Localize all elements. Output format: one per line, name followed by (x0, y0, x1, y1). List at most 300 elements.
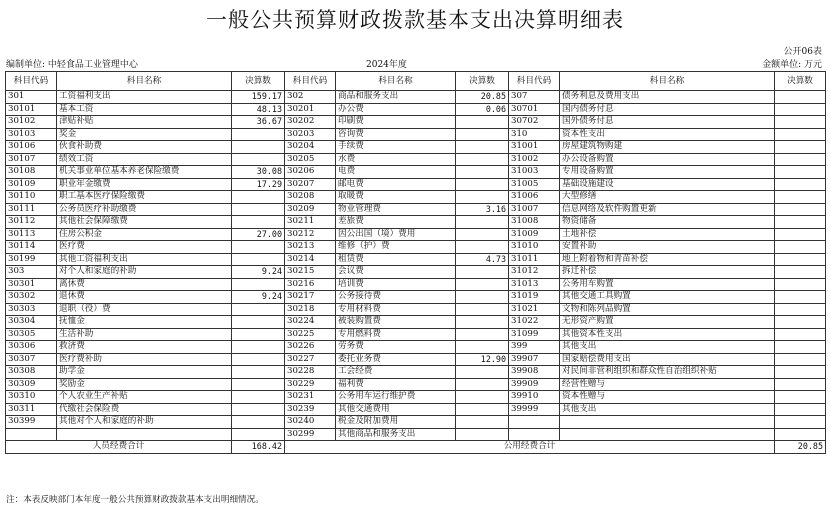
amount-cell (775, 303, 826, 316)
name-cell: 基础设施建设 (560, 178, 775, 191)
code-cell: 30211 (285, 216, 336, 229)
amount-cell: 12.90 (456, 353, 509, 366)
name-cell: 取暖费 (336, 191, 456, 204)
code-cell: 30306 (6, 341, 57, 354)
name-cell: 维修（护）费 (336, 241, 456, 254)
amount-cell: 30.08 (232, 166, 285, 179)
amount-cell (775, 391, 826, 404)
code-cell: 30101 (6, 103, 57, 116)
code-cell: 30225 (285, 328, 336, 341)
name-cell: 其他资本性支出 (560, 328, 775, 341)
header-cell: 科目代码 (509, 72, 560, 91)
code-cell: 30109 (6, 178, 57, 191)
code-cell: 30701 (509, 103, 560, 116)
code-cell: 30702 (509, 116, 560, 129)
header-cell: 科目名称 (560, 72, 775, 91)
name-cell: 其他对个人和家庭的补助 (57, 416, 232, 429)
header-cell: 科目名称 (336, 72, 456, 91)
name-cell: 公务员医疗补助缴费 (57, 203, 232, 216)
amount-cell (456, 116, 509, 129)
amount-cell: 48.13 (232, 103, 285, 116)
amount-cell (232, 191, 285, 204)
amount-cell (456, 266, 509, 279)
amount-cell (232, 278, 285, 291)
header-cell: 科目名称 (57, 72, 232, 91)
table-row (6, 203, 826, 216)
name-cell: 个人农业生产补贴 (57, 391, 232, 404)
code-cell: 399 (509, 341, 560, 354)
code-cell: 30114 (6, 241, 57, 254)
code-cell: 30110 (6, 191, 57, 204)
name-cell: 文物和陈列品购置 (560, 303, 775, 316)
name-cell: 印刷费 (336, 116, 456, 129)
code-cell: 30303 (6, 303, 57, 316)
amount-cell: 4.73 (456, 253, 509, 266)
amount-cell (232, 316, 285, 329)
code-cell: 30214 (285, 253, 336, 266)
name-cell: 培训费 (336, 278, 456, 291)
name-cell: 大型修缮 (560, 191, 775, 204)
code-cell: 39909 (509, 378, 560, 391)
name-cell: 专用燃料费 (336, 328, 456, 341)
table-row (6, 166, 826, 179)
code-cell: 39908 (509, 366, 560, 379)
name-cell: 奖励金 (57, 378, 232, 391)
code-cell: 30311 (6, 403, 57, 416)
name-cell: 基本工资 (57, 103, 232, 116)
code-cell: 30207 (285, 178, 336, 191)
name-cell: 办公设备购置 (560, 153, 775, 166)
table-row (6, 153, 826, 166)
report-meta (6, 57, 822, 69)
amount-cell (232, 216, 285, 229)
amount-cell (232, 366, 285, 379)
code-cell: 30231 (285, 391, 336, 404)
name-cell: 办公费 (336, 103, 456, 116)
name-cell: 医疗费补助 (57, 353, 232, 366)
amount-cell (232, 428, 285, 441)
amount-cell: 9.24 (232, 266, 285, 279)
code-cell: 30204 (285, 141, 336, 154)
amount-cell (775, 403, 826, 416)
code-cell: 30229 (285, 378, 336, 391)
amount-cell: 27.00 (232, 228, 285, 241)
table-row (6, 116, 826, 129)
code-cell (6, 428, 57, 441)
amount-cell (775, 378, 826, 391)
code-cell: 30217 (285, 291, 336, 304)
table-row (6, 416, 826, 429)
amount-cell (232, 253, 285, 266)
amount-cell (232, 128, 285, 141)
table-row (6, 378, 826, 391)
code-cell: 30213 (285, 241, 336, 254)
amount-cell (775, 203, 826, 216)
table-row (6, 391, 826, 404)
compiling-unit: 编制单位: 中轻食品工业管理中心 (6, 60, 138, 70)
code-cell: 30209 (285, 203, 336, 216)
code-cell: 301 (6, 91, 57, 104)
name-cell: 奖金 (57, 128, 232, 141)
name-cell: 国内债务付息 (560, 103, 775, 116)
code-cell: 30228 (285, 366, 336, 379)
amount-cell (456, 303, 509, 316)
amount-cell (775, 353, 826, 366)
amount-cell (232, 391, 285, 404)
name-cell: 无形资产购置 (560, 316, 775, 329)
table-row (6, 103, 826, 116)
code-cell: 31002 (509, 153, 560, 166)
name-cell: 工资福利支出 (57, 91, 232, 104)
code-cell: 30240 (285, 416, 336, 429)
amount-cell (775, 241, 826, 254)
amount-cell (456, 378, 509, 391)
name-cell: 其他支出 (560, 341, 775, 354)
header-cell: 科目代码 (6, 72, 57, 91)
table-row (6, 141, 826, 154)
amount-cell (456, 316, 509, 329)
name-cell: 其他交通费用 (336, 403, 456, 416)
amount-cell (456, 416, 509, 429)
table-row (6, 91, 826, 104)
amount-cell (456, 216, 509, 229)
code-cell (509, 428, 560, 441)
code-cell: 30206 (285, 166, 336, 179)
code-cell: 30212 (285, 228, 336, 241)
amount-cell (775, 191, 826, 204)
name-cell: 公务用车运行维护费 (336, 391, 456, 404)
table-header-row (6, 72, 826, 91)
amount-cell (456, 178, 509, 191)
code-cell: 31007 (509, 203, 560, 216)
amount-cell (232, 303, 285, 316)
name-cell: 其他社会保障缴费 (57, 216, 232, 229)
name-cell: 津贴补贴 (57, 116, 232, 129)
amount-cell (775, 153, 826, 166)
code-cell: 39999 (509, 403, 560, 416)
amount-cell (456, 328, 509, 341)
table-row (6, 353, 826, 366)
amount-cell (775, 341, 826, 354)
name-cell: 其他交通工具购置 (560, 291, 775, 304)
name-cell (560, 416, 775, 429)
code-cell: 31019 (509, 291, 560, 304)
code-cell: 303 (6, 266, 57, 279)
table-row (6, 278, 826, 291)
code-cell: 30310 (6, 391, 57, 404)
code-cell: 30304 (6, 316, 57, 329)
code-cell: 30301 (6, 278, 57, 291)
name-cell: 土地补偿 (560, 228, 775, 241)
table-row (6, 128, 826, 141)
amount-cell (232, 241, 285, 254)
amount-cell (775, 253, 826, 266)
amount-cell (775, 366, 826, 379)
code-cell: 31008 (509, 216, 560, 229)
code-cell: 30199 (6, 253, 57, 266)
name-cell: 商品和服务支出 (336, 91, 456, 104)
code-cell: 302 (285, 91, 336, 104)
code-cell: 30103 (6, 128, 57, 141)
name-cell: 福利费 (336, 378, 456, 391)
name-cell: 其他商品和服务支出 (336, 428, 456, 441)
code-cell: 31099 (509, 328, 560, 341)
amount-cell (456, 141, 509, 154)
table-row (6, 366, 826, 379)
amount-cell (775, 328, 826, 341)
name-cell: 代缴社会保险费 (57, 403, 232, 416)
name-cell: 邮电费 (336, 178, 456, 191)
report-year: 2024年度 (366, 60, 407, 70)
name-cell: 安置补助 (560, 241, 775, 254)
amount-cell (456, 366, 509, 379)
name-cell: 伙食补助费 (57, 141, 232, 154)
name-cell: 工会经费 (336, 366, 456, 379)
amount-cell: 36.67 (232, 116, 285, 129)
table-row (6, 241, 826, 254)
code-cell: 30309 (6, 378, 57, 391)
code-cell: 30227 (285, 353, 336, 366)
table-row (6, 316, 826, 329)
amount-cell (232, 341, 285, 354)
name-cell (57, 428, 232, 441)
amount-cell (456, 241, 509, 254)
header-cell: 决算数 (456, 72, 509, 91)
name-cell: 资本性赠与 (560, 391, 775, 404)
name-cell: 因公出国（境）费用 (336, 228, 456, 241)
name-cell: 劳务费 (336, 341, 456, 354)
name-cell: 税金及附加费用 (336, 416, 456, 429)
public-total-label: 公用经费合计 (285, 441, 775, 454)
name-cell: 水费 (336, 153, 456, 166)
table-row (6, 253, 826, 266)
amount-unit: 金额单位: 万元 (762, 60, 822, 70)
amount-cell (456, 128, 509, 141)
table-row (6, 228, 826, 241)
amount-cell (232, 153, 285, 166)
name-cell: 其他支出 (560, 403, 775, 416)
amount-cell (456, 166, 509, 179)
name-cell: 离休费 (57, 278, 232, 291)
table-row (6, 216, 826, 229)
code-cell: 31001 (509, 141, 560, 154)
amount-cell (775, 166, 826, 179)
amount-cell (775, 178, 826, 191)
name-cell: 专用材料费 (336, 303, 456, 316)
amount-cell (232, 141, 285, 154)
code-cell: 30112 (6, 216, 57, 229)
amount-cell (456, 391, 509, 404)
table-row (6, 303, 826, 316)
code-cell: 30216 (285, 278, 336, 291)
name-cell: 退休费 (57, 291, 232, 304)
name-cell: 国家赔偿费用支出 (560, 353, 775, 366)
table-row (6, 341, 826, 354)
amount-cell (456, 153, 509, 166)
code-cell: 30108 (6, 166, 57, 179)
name-cell: 绩效工资 (57, 153, 232, 166)
code-cell: 31013 (509, 278, 560, 291)
name-cell: 地上附着物和青苗补偿 (560, 253, 775, 266)
personnel-total-label: 人员经费合计 (6, 441, 232, 454)
table-row (6, 191, 826, 204)
expenditure-table (5, 71, 826, 454)
amount-cell (775, 116, 826, 129)
amount-cell: 0.06 (456, 103, 509, 116)
table-row (6, 178, 826, 191)
name-cell: 资本性支出 (560, 128, 775, 141)
amount-cell (775, 228, 826, 241)
amount-cell (232, 353, 285, 366)
name-cell: 电费 (336, 166, 456, 179)
code-cell: 31012 (509, 266, 560, 279)
form-code: 公开06表 (783, 47, 822, 57)
code-cell: 31009 (509, 228, 560, 241)
table-row (6, 266, 826, 279)
name-cell: 对民间非营利组织和群众性自治组织补贴 (560, 366, 775, 379)
amount-cell (456, 228, 509, 241)
code-cell: 30224 (285, 316, 336, 329)
totals-row (6, 441, 826, 454)
amount-cell (775, 291, 826, 304)
code-cell: 310 (509, 128, 560, 141)
amount-cell (456, 428, 509, 441)
code-cell: 30218 (285, 303, 336, 316)
header-cell: 科目代码 (285, 72, 336, 91)
name-cell: 其他工资福利支出 (57, 253, 232, 266)
name-cell: 经营性赠与 (560, 378, 775, 391)
code-cell: 30205 (285, 153, 336, 166)
name-cell: 机关事业单位基本养老保险缴费 (57, 166, 232, 179)
code-cell: 30102 (6, 116, 57, 129)
amount-cell (775, 278, 826, 291)
name-cell (560, 428, 775, 441)
amount-cell: 3.16 (456, 203, 509, 216)
amount-cell (456, 341, 509, 354)
amount-cell (775, 128, 826, 141)
table-note: 注：本表反映部门本年度一般公共预算财政拨款基本支出明细情况。 (6, 495, 264, 505)
name-cell: 租赁费 (336, 253, 456, 266)
amount-cell (232, 328, 285, 341)
name-cell: 债务利息及费用支出 (560, 91, 775, 104)
amount-cell (232, 403, 285, 416)
name-cell: 助学金 (57, 366, 232, 379)
name-cell: 专用设备购置 (560, 166, 775, 179)
amount-cell (775, 428, 826, 441)
name-cell: 拆迁补偿 (560, 266, 775, 279)
amount-cell (775, 216, 826, 229)
code-cell: 30111 (6, 203, 57, 216)
code-cell: 30299 (285, 428, 336, 441)
code-cell: 31022 (509, 316, 560, 329)
name-cell: 被装购置费 (336, 316, 456, 329)
name-cell: 退职（役）费 (57, 303, 232, 316)
table-row (6, 428, 826, 441)
name-cell: 差旅费 (336, 216, 456, 229)
amount-cell (456, 278, 509, 291)
name-cell: 职业年金缴费 (57, 178, 232, 191)
amount-cell (775, 266, 826, 279)
name-cell: 咨询费 (336, 128, 456, 141)
name-cell: 委托业务费 (336, 353, 456, 366)
code-cell: 307 (509, 91, 560, 104)
code-cell: 30201 (285, 103, 336, 116)
amount-cell (232, 416, 285, 429)
amount-cell (232, 203, 285, 216)
name-cell: 物资储备 (560, 216, 775, 229)
amount-cell (232, 378, 285, 391)
name-cell: 手续费 (336, 141, 456, 154)
name-cell: 医疗费 (57, 241, 232, 254)
code-cell: 30202 (285, 116, 336, 129)
header-cell: 决算数 (232, 72, 285, 91)
name-cell: 公务接待费 (336, 291, 456, 304)
code-cell: 39910 (509, 391, 560, 404)
amount-cell: 159.17 (232, 91, 285, 104)
code-cell: 30106 (6, 141, 57, 154)
code-cell: 31003 (509, 166, 560, 179)
public-total-value: 20.85 (775, 441, 826, 454)
amount-cell (456, 403, 509, 416)
amount-cell (775, 141, 826, 154)
name-cell: 公务用车购置 (560, 278, 775, 291)
name-cell: 职工基本医疗保险缴费 (57, 191, 232, 204)
code-cell: 30308 (6, 366, 57, 379)
amount-cell (456, 291, 509, 304)
name-cell: 会议费 (336, 266, 456, 279)
amount-cell: 17.29 (232, 178, 285, 191)
code-cell: 31006 (509, 191, 560, 204)
amount-cell (775, 416, 826, 429)
name-cell: 房屋建筑物购建 (560, 141, 775, 154)
code-cell: 30302 (6, 291, 57, 304)
name-cell: 物业管理费 (336, 203, 456, 216)
amount-cell: 9.24 (232, 291, 285, 304)
name-cell: 信息网络及软件购置更新 (560, 203, 775, 216)
name-cell: 对个人和家庭的补助 (57, 266, 232, 279)
code-cell: 30399 (6, 416, 57, 429)
table-row (6, 291, 826, 304)
code-cell: 39907 (509, 353, 560, 366)
table-row (6, 328, 826, 341)
code-cell: 30203 (285, 128, 336, 141)
name-cell: 住房公积金 (57, 228, 232, 241)
report-title: 一般公共预算财政拨款基本支出决算明细表 (206, 8, 624, 32)
code-cell: 30107 (6, 153, 57, 166)
code-cell: 30208 (285, 191, 336, 204)
code-cell: 31005 (509, 178, 560, 191)
code-cell: 30307 (6, 353, 57, 366)
personnel-total-value: 168.42 (232, 441, 285, 454)
amount-cell: 20.85 (456, 91, 509, 104)
code-cell: 30226 (285, 341, 336, 354)
table-row (6, 403, 826, 416)
amount-cell (775, 316, 826, 329)
name-cell: 生活补助 (57, 328, 232, 341)
code-cell: 30215 (285, 266, 336, 279)
code-cell: 31021 (509, 303, 560, 316)
header-cell: 决算数 (775, 72, 826, 91)
name-cell: 抚恤金 (57, 316, 232, 329)
amount-cell (456, 191, 509, 204)
name-cell: 国外债务付息 (560, 116, 775, 129)
code-cell: 31010 (509, 241, 560, 254)
code-cell: 30305 (6, 328, 57, 341)
code-cell (509, 416, 560, 429)
amount-cell (775, 103, 826, 116)
code-cell: 30239 (285, 403, 336, 416)
name-cell: 救济费 (57, 341, 232, 354)
